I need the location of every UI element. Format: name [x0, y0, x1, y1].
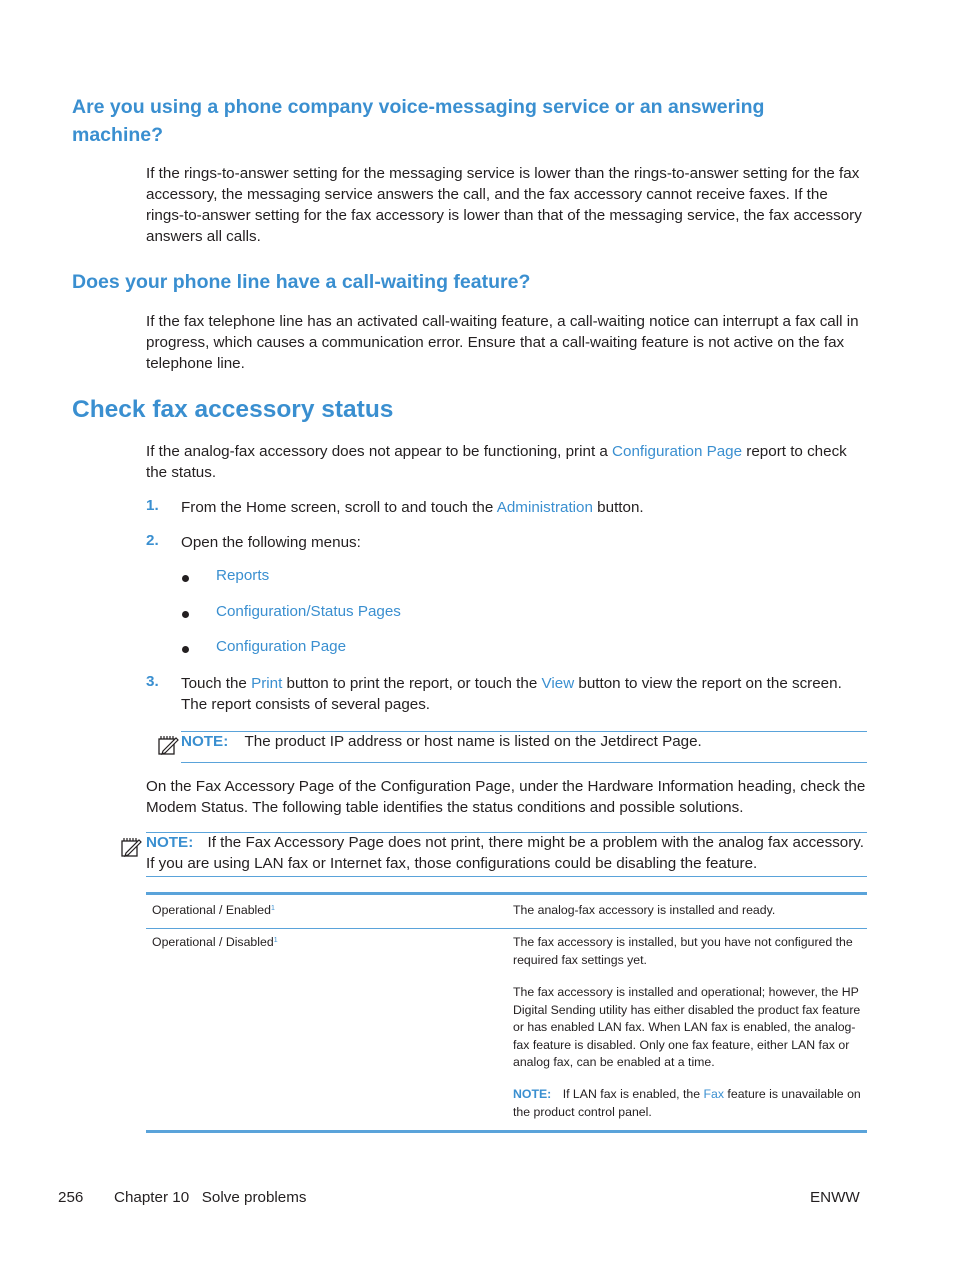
step-number-1: 1. [146, 497, 159, 514]
menu-reports-link[interactable]: Reports [216, 567, 270, 584]
table-bottom-rule [146, 1130, 867, 1133]
footnote-ref[interactable]: 1 [270, 905, 275, 912]
note-bottom-rule [181, 762, 867, 763]
note-icon [120, 836, 142, 858]
paragraph-modem-status: On the Fax Accessory Page of the Configuration Page, under the Hardware Information heading, check the Modem Status. The following table identifies the status conditions and possible solutions. [146, 778, 866, 816]
table-cell-description: The fax accessory is installed and operational; however, the HP Digital Sending utility has either disabled the product fax feature or has enabled LAN fax. When LAN fax is enabled, the analog-fax feature is disabled. Only one fax feature, either LAN fax or analog fax, can be enabled at a time. [513, 985, 861, 1070]
step-2-text: Open the following menus: [181, 534, 361, 551]
paragraph-intro [146, 441, 866, 483]
heading-check-fax-status: Check fax accessory status [72, 396, 394, 423]
administration-link[interactable]: Administration [496, 499, 593, 516]
footnote-ref[interactable]: 1 [273, 937, 278, 944]
table-note [513, 1086, 863, 1121]
page-number: 256 [58, 1189, 84, 1206]
paragraph-voice-messaging: If the rings-to-answer setting for the messaging service is lower than the rings-to-answer setting for the fax accessory, the messaging service answers the call, and the fax accessory cannot receive faxes. If the rings-to-answer setting for the fax accessory is lower than that of the messaging service, the fax accessory answers all calls. [146, 165, 862, 245]
table-row-divider [146, 928, 867, 929]
note-2 [146, 832, 867, 874]
note-2-text: If the Fax Accessory Page does not print, there might be a problem with the analog fax accessory. If you are using LAN fax or Internet fax, those configurations could be disabling the feature. [146, 834, 864, 872]
table-note-text: If LAN fax is enabled, the [562, 1087, 704, 1101]
note-bottom-rule [146, 876, 867, 877]
chapter-title: Chapter 10 Solve problems [114, 1189, 307, 1206]
note-1-text: The product IP address or host name is listed on the Jetdirect Page. [244, 733, 702, 750]
menu-configuration-page-link[interactable]: Configuration Page [216, 638, 347, 655]
bullet-dot [182, 646, 189, 653]
step-1-before: From the Home screen, scroll to and touch the [181, 499, 497, 516]
note-1 [181, 731, 867, 752]
table-cell-status [152, 902, 492, 920]
table-cell-description: The analog-fax accessory is installed and ready. [513, 903, 776, 917]
note-2-label: NOTE: [146, 834, 194, 851]
print-link[interactable]: Print [251, 675, 283, 692]
fax-link[interactable]: Fax [703, 1087, 725, 1101]
note-1-label: NOTE: [181, 733, 229, 750]
step-3-middle: button to print the report, or touch the [282, 675, 542, 692]
footer-enww: ENWW [810, 1189, 860, 1206]
step-3-after: button to view the report on the screen. The report consists of several pages. [181, 675, 842, 713]
intro-text: If the analog-fax accessory does not appear to be functioning, print a [146, 443, 613, 460]
note-icon [157, 734, 179, 756]
step-number-2: 2. [146, 532, 159, 549]
bullet-dot [182, 575, 189, 582]
menu-configuration-status-pages-link[interactable]: Configuration/Status Pages [216, 603, 401, 620]
table-note-label: NOTE: [513, 1087, 552, 1101]
table-note-text-end: feature is unavailable on the product control panel. [513, 1087, 861, 1119]
step-number-3: 3. [146, 673, 159, 690]
step-3-before: Touch the [181, 675, 252, 692]
status-enabled: Operational / Enabled [152, 903, 271, 917]
heading-voice-messaging: Are you using a phone company voice-messaging service or an answering machine? [72, 96, 765, 146]
table-cell-description: The fax accessory is installed, but you have not configured the required fax settings yet. [513, 935, 853, 967]
step-3-text [181, 673, 871, 715]
status-disabled: Operational / Disabled [152, 935, 274, 949]
bullet-dot [182, 611, 189, 618]
intro-text-end: report to check the status. [146, 443, 847, 481]
table-top-rule [146, 892, 867, 895]
configuration-page-link[interactable]: Configuration Page [612, 443, 743, 460]
step-1-text [181, 497, 871, 518]
heading-call-waiting: Does your phone line have a call-waiting feature? [72, 271, 531, 293]
step-1-after: button. [592, 499, 644, 516]
paragraph-call-waiting: If the fax telephone line has an activated call-waiting feature, a call-waiting notice can interrupt a fax call in progress, which causes a communication error. Ensure that a call-waiting feature is not active on the fax telephone line. [146, 313, 859, 372]
view-link[interactable]: View [541, 675, 575, 692]
table-cell-status [152, 934, 492, 952]
